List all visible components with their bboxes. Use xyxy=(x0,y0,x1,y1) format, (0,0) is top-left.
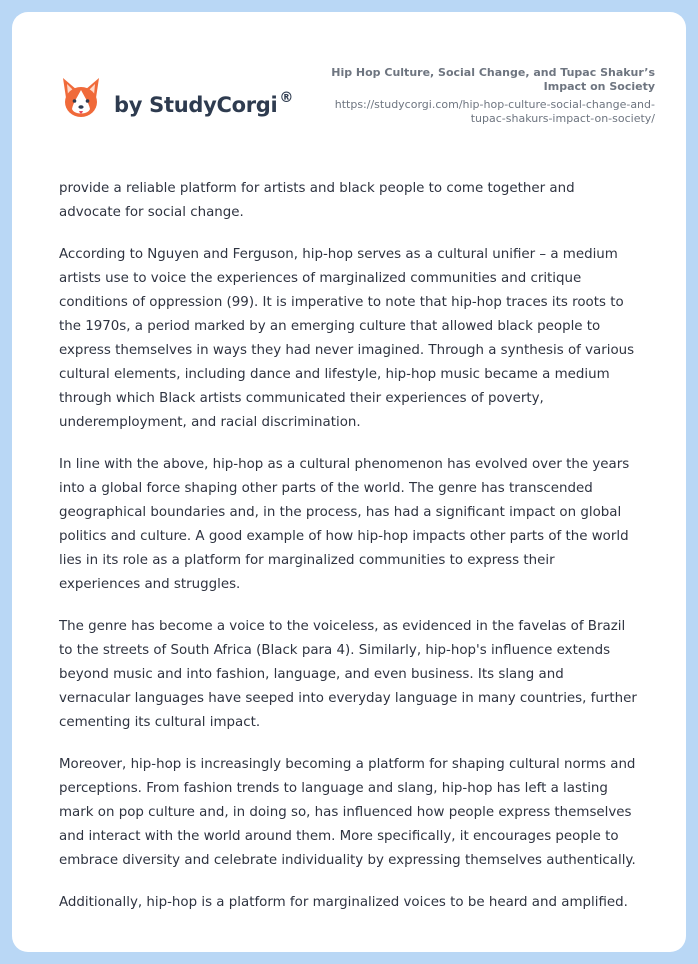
document-page xyxy=(12,12,686,952)
essay-body xyxy=(59,177,639,933)
paragraph: In line with the above, hip-hop as a cultural phenomenon has evolved over the years into a global force shaping other parts of the world. The genre has transcended geographical boundaries and, in the process, has had a significant impact on global politics and culture. A good example of how hip-hop impacts other parts of the world lies in its role as a platform for marginalized communities to express their experiences and struggles. xyxy=(59,457,630,592)
paragraph: The genre has become a voice to the voiceless, as evidenced in the favelas of Brazil to the streets of South Africa (Black para 4). Similarly, hip-hop's influence extends beyond music and into fashion, language, and even business. Its slang and vernacular languages have seeped into everyday language in many countries, further cementing its cultural impact. xyxy=(59,619,637,730)
paragraph: provide a reliable platform for artists and black people to come together and advocate for social change. xyxy=(59,181,575,220)
studycorgi-logo[interactable] xyxy=(60,76,293,120)
paragraph: Additionally, hip-hop is a platform for marginalized voices to be heard and amplified. xyxy=(59,895,628,910)
document-title: Hip Hop Culture, Social Change, and Tupac Shakur’s Impact on Society xyxy=(331,66,655,93)
corgi-head-icon xyxy=(60,76,102,120)
registered-mark: ® xyxy=(279,89,294,106)
paragraph: Moreover, hip-hop is increasingly becoming a platform for shaping cultural norms and perceptions. From fashion trends to language and slang, hip-hop has left a lasting mark on pop culture and, in doing so, has influenced how people express themselves and interact with the world around them. More specifically, it encourages people to embrace diversity and celebrate individuality by expressing themselves authentically. xyxy=(59,757,636,868)
paragraph: According to Nguyen and Ferguson, hip-hop serves as a cultural unifier – a medium artists use to voice the experiences of marginalized communities and critique conditions of oppression (99). It is imperative to note that hip-hop traces its roots to the 1970s, a period marked by an emerging culture that allowed black people to express themselves in ways they had never imagined. Through a synthesis of various cultural elements, including dance and lifestyle, hip-hop music became a medium through which Black artists communicated their experiences of poverty, underemployment, and racial discrimination. xyxy=(59,247,635,430)
document-url[interactable]: https://studycorgi.com/hip-hop-culture-social-change-and-tupac-shakurs-impact-on-society/ xyxy=(334,98,655,125)
brand-name: by StudyCorgi ® xyxy=(114,89,294,117)
document-meta xyxy=(315,66,655,126)
